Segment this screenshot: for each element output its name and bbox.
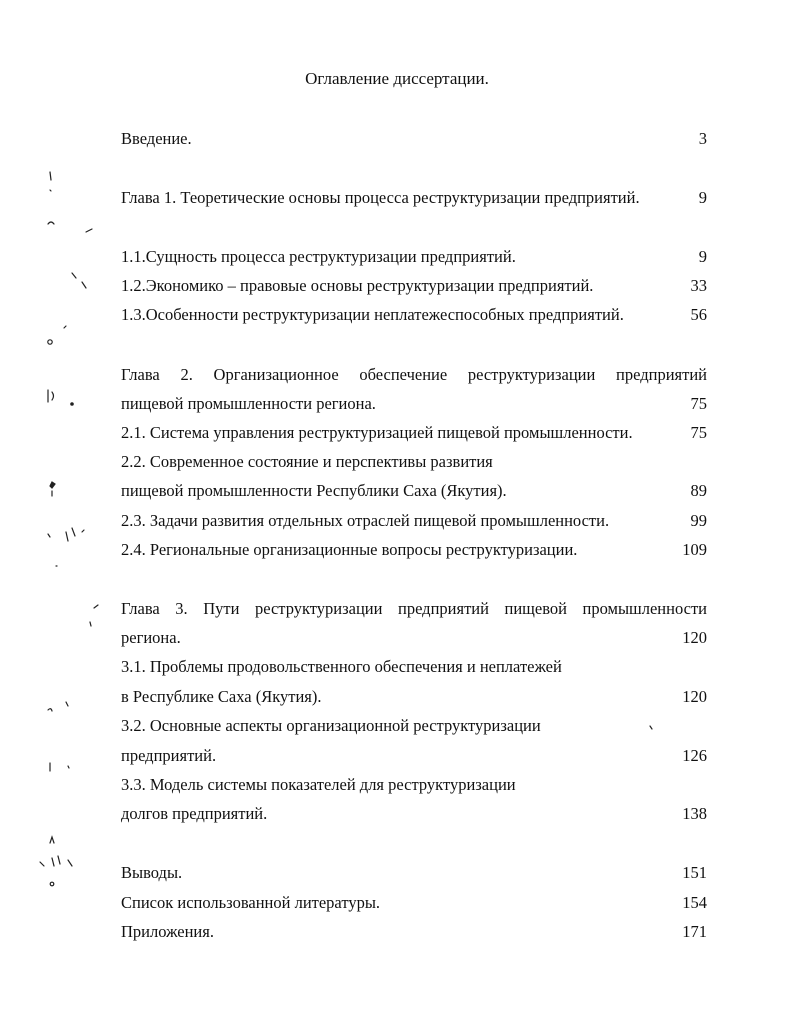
toc-entry-text: в Республике Саха (Якутия). <box>121 687 322 706</box>
toc-entry-text: Глава 3. Пути реструктуризации предприятий пищевой промышленности <box>121 599 707 618</box>
toc-entry-page: 154 <box>682 893 707 912</box>
toc-entry-text: 2.3. Задачи развития отдельных отраслей пищевой промышленности. <box>121 511 610 530</box>
toc-entry-text: 3.2. Основные аспекты организационной реструктуризации <box>121 716 541 735</box>
toc-entry-text: 3.1. Проблемы продовольственного обеспечения и неплатежей <box>121 657 562 676</box>
toc-entry-page: 3 <box>698 129 707 148</box>
toc-entry-page: 75 <box>690 423 707 442</box>
toc-entry-page: 126 <box>682 746 707 765</box>
toc-entry-text: 2.4. Региональные организационные вопросы реструктуризации. <box>121 540 578 559</box>
toc-entry-page: 9 <box>698 247 707 266</box>
toc-entry-text: Список использованной литературы. <box>121 893 381 912</box>
toc-entry-page: 56 <box>690 305 707 324</box>
toc-entry-text: предприятий. <box>121 746 217 765</box>
toc-entry-page: 99 <box>690 511 707 530</box>
toc-entry-page: 75 <box>690 394 707 413</box>
toc-entry-text: 1.3.Особенности реструктуризации неплатежеспособных предприятий. <box>121 305 624 324</box>
toc-entry-page: 89 <box>690 481 707 500</box>
toc-entry-page: 9 <box>698 188 707 207</box>
toc-entry-page: 33 <box>690 276 707 295</box>
toc-entry-text: 2.2. Современное состояние и перспективы развития <box>121 452 493 471</box>
toc-entry-page: 171 <box>682 922 707 941</box>
toc-entry-text: 1.2.Экономико – правовые основы реструктуризации предприятий. <box>121 276 594 295</box>
toc-entry-text: 3.3. Модель системы показателей для реструктуризации <box>121 775 516 794</box>
toc-entry-text: 1.1.Сущность процесса реструктуризации предприятий. <box>121 247 516 266</box>
toc-entry-text: Приложения. <box>121 922 214 941</box>
toc-entry-text: региона. <box>121 628 181 647</box>
toc-entry-page: 109 <box>682 540 707 559</box>
toc-entry-page: 120 <box>682 687 707 706</box>
toc-entry-page: 151 <box>682 863 707 882</box>
toc-entry-text: пищевой промышленности региона. <box>121 394 376 413</box>
toc-entry-page: 120 <box>682 628 707 647</box>
toc-entry-page: 138 <box>682 804 707 823</box>
toc-entry-text: Глава 2. Организационное обеспечение реструктуризации предприятий <box>121 365 707 384</box>
toc-entry-text: Выводы. <box>121 863 183 882</box>
toc-entry-text: Глава 1. Теоретические основы процесса реструктуризации предприятий. <box>121 188 640 207</box>
toc-entry-text: долгов предприятий. <box>121 804 268 823</box>
toc-entry-text: пищевой промышленности Республики Саха (Якутия). <box>121 481 507 500</box>
toc-entry-text: 2.1. Система управления реструктуризацией пищевой промышленности. <box>121 423 633 442</box>
toc-entry-text: Введение. <box>121 129 192 148</box>
page-title: Оглавление диссертации. <box>305 69 489 88</box>
